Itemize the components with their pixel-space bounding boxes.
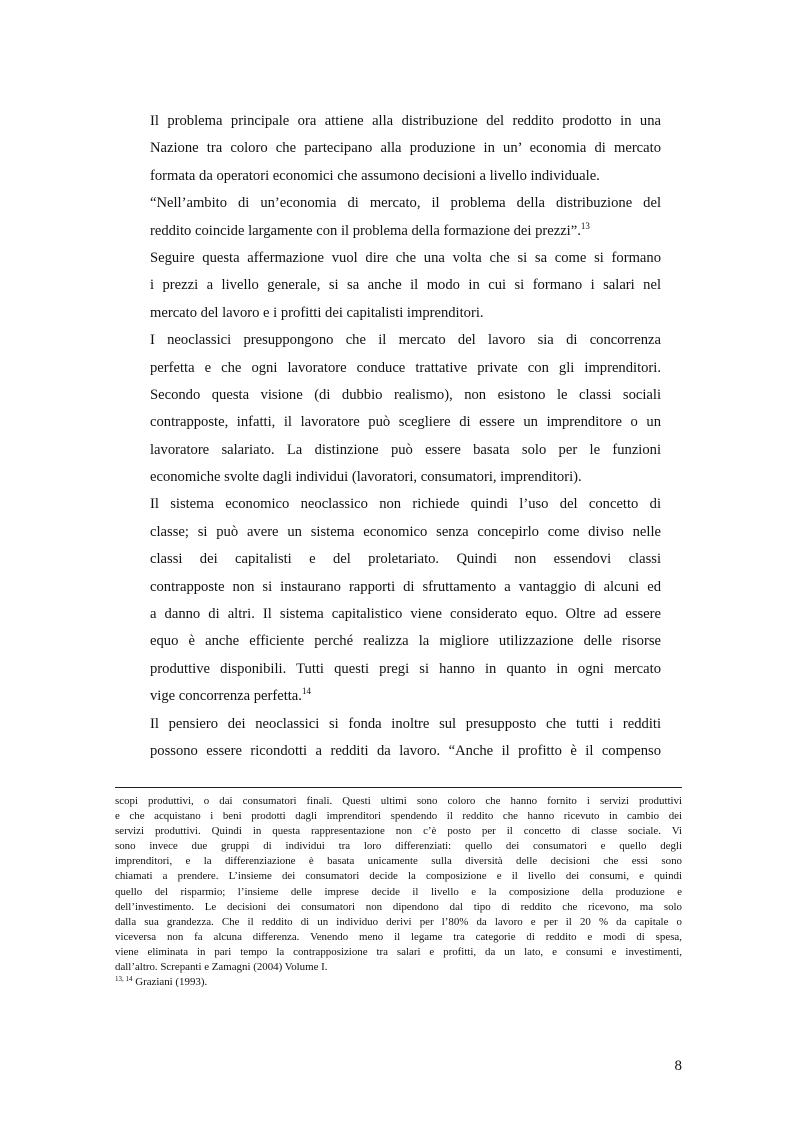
body-line (150, 218, 661, 245)
footnote-reference (115, 975, 682, 990)
body-line (150, 656, 661, 683)
footnote-line: viceversa non fa alcuna differenza. Venendo meno il legame tra categorie di reddito e modi di spesa, (115, 930, 682, 943)
body-line-text: lavoratore salariato. La distinzione può essere basata solo per le funzioni (150, 441, 661, 458)
footnote-line: servizi produttivi. Quindi in questa rappresentazione non c’è posto per il concetto di classe sociale. Vi (115, 825, 682, 838)
footnote-line: dell’investimento. Le decisioni dei consumatori non dipendono dal tipo di reddito che ricevono, ma solo (115, 900, 682, 913)
body-line-text: i prezzi a livello generale, si sa anche il modo in cui si formano i salari nel (150, 277, 661, 294)
footnote-line: quello del risparmio; l’insieme delle imprese decide il livello e la composizione della produzione e (115, 885, 682, 898)
body-line (150, 574, 661, 601)
body-line (150, 491, 661, 518)
footnote-ref-text: Graziani (1993). (132, 976, 208, 989)
body-line (150, 135, 661, 162)
body-line-text: classe; si può avere un sistema economico senza concepirlo come diviso nelle (150, 523, 661, 540)
body-line-text: vige concorrenza perfetta. (150, 688, 302, 705)
body-line (150, 738, 661, 765)
body-line (150, 546, 661, 573)
body-line (150, 272, 661, 299)
body-line (150, 108, 661, 135)
body-line-text: Nazione tra coloro che partecipano alla produzione in un’ economia di mercato (150, 140, 661, 157)
body-line (150, 190, 661, 217)
footnote-line: viene eliminata in pari tempo la contrapposizione tra salari e profitti, da un lato, e consumi e investimenti, (115, 945, 682, 958)
body-line-text: Il problema principale ora attiene alla distribuzione del reddito prodotto in una (150, 113, 661, 129)
footnote-line: e che acquistano i beni prodotti dagli imprenditori spendendo il reddito che hanno ricevuto in cambio dei (115, 810, 682, 823)
body-line-text: formata da operatori economici che assumono decisioni a livello individuale. (150, 167, 600, 184)
body-line (150, 245, 661, 272)
body-line (150, 327, 661, 354)
footnote-line: sono invece due gruppi di individui tra loro differenziati: quello dei consumatori e quello degli (115, 840, 682, 853)
body-line-text: contrapposte non si instaurano rapporti di sfruttamento a vantaggio di alcuni ed (150, 578, 661, 595)
body-line-text: Il pensiero dei neoclassici si fonda inoltre sul presupposto che tutti i redditi (150, 715, 661, 732)
body-line-text: I neoclassici presuppongono che il mercato del lavoro sia di concorrenza (150, 332, 661, 349)
body-line-text: “Nell’ambito di un’economia di mercato, il problema della distribuzione del (150, 195, 661, 212)
body-line (150, 683, 661, 710)
body-line-text: perfetta e che ogni lavoratore conduce trattative private con gli imprenditori. (150, 359, 661, 376)
body-line-text: Il sistema economico neoclassico non richiede quindi l’uso del concetto di (150, 496, 661, 513)
body-line (150, 355, 661, 382)
body-line (150, 300, 661, 327)
body-line-text: reddito coincide largamente con il problema della formazione dei prezzi”. (150, 222, 581, 239)
body-text (150, 108, 661, 765)
body-line (150, 601, 661, 628)
body-line (150, 437, 661, 464)
footnote-line: scopi produttivi, o dai consumatori finali. Questi ultimi sono coloro che hanno fornito i servizi produttivi (115, 795, 682, 807)
footnotes (115, 794, 682, 990)
body-line-text: Seguire questa affermazione vuol dire che una volta che si sa come si formano (150, 249, 661, 266)
body-line (150, 382, 661, 409)
body-line (150, 519, 661, 546)
footnote-marker: 13 (580, 220, 590, 231)
footnote-separator (115, 787, 682, 788)
body-line-text: Secondo questa visione (di dubbio realismo), non esistono le classi sociali (150, 386, 661, 403)
footnote-line: dalla sua grandezza. Che il reddito di un individuo derivi per l’80% da lavoro e per il 20 % da capitale o (115, 915, 682, 928)
footnote-line: imprenditori, e la differenziazione è basata unicamente sulla diversità delle decisioni che essi sono (115, 855, 682, 868)
body-line (150, 163, 661, 190)
footnote-line: chiamati a prendere. L’insieme dei consumatori decide la composizione e il livello dei consumi, e quindi (115, 870, 682, 883)
body-line-text: mercato del lavoro e i profitti dei capitalisti imprenditori. (150, 304, 484, 321)
body-line-text: equo è anche efficiente perché realizza la migliore utilizzazione delle risorse (150, 633, 661, 650)
body-line-text: economiche svolte dagli individui (lavoratori, consumatori, imprenditori). (150, 469, 582, 486)
footnote-marker: 14 (301, 686, 311, 697)
body-line-text: produttive disponibili. Tutti questi pregi si hanno in quanto in ogni mercato (150, 660, 661, 677)
body-line-text: contrapposte, infatti, il lavoratore può scegliere di essere un imprenditore o un (150, 414, 661, 431)
footnote-ref-marker: 13, 14 (115, 975, 133, 984)
body-line (150, 711, 661, 738)
body-line-text: possono essere ricondotti a redditi da lavoro. “Anche il profitto è il compenso (150, 742, 661, 759)
body-line (150, 409, 661, 436)
page-number: 8 (674, 1058, 682, 1074)
footnote-line: dall’altro. Screpanti e Zamagni (2004) Volume I. (115, 961, 328, 974)
body-line (150, 464, 661, 491)
body-line-text: a danno di altri. Il sistema capitalistico viene considerato equo. Oltre ad essere (150, 606, 661, 623)
body-line-text: classi dei capitalisti e del proletariato. Quindi non essendovi classi (150, 551, 661, 568)
body-line (150, 628, 661, 655)
